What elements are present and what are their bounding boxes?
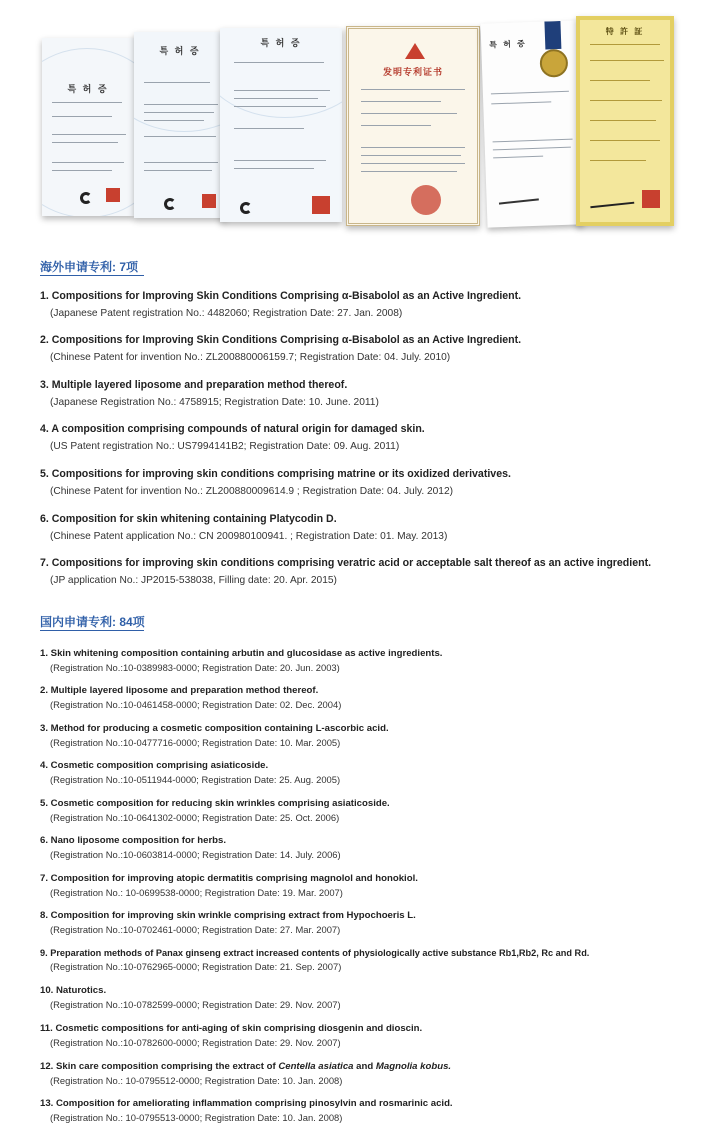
heading-underline: [40, 630, 144, 631]
certificate-title: 특 허 증: [489, 39, 527, 50]
item-detail: (Registration No.: 10-0699538-0000; Registration Date: 19. Mar. 2007): [50, 887, 343, 898]
certificate-title: 特 許 証: [605, 27, 645, 36]
item-title: 6. Nano liposome composition for herbs.: [40, 835, 227, 846]
overseas-heading: 海外申请专利: 7项: [40, 260, 139, 274]
list-item: [40, 1061, 451, 1086]
certificate-image: [134, 32, 226, 218]
item-detail: (Registration No.:10-0511944-0000; Registration Date: 25. Aug. 2005): [50, 774, 341, 785]
item-detail: (Registration No.:10-0702461-0000; Registration Date: 27. Mar. 2007): [50, 924, 341, 935]
item-title: 7. Compositions for improving skin conditions comprising veratric acid or acceptable salt thereof as an active ingredient.: [40, 557, 652, 569]
domestic-heading: 国内申请专利: 84项: [40, 615, 145, 629]
item-detail: (Registration No.:10-0461458-0000; Registration Date: 02. Dec. 2004): [50, 699, 342, 710]
certificate-gallery: [40, 10, 680, 235]
title-text: and: [353, 1061, 376, 1072]
item-title: 10. Naturotics.: [40, 985, 107, 996]
list-item: [40, 760, 340, 785]
list-item: [40, 723, 389, 748]
item-detail: (Chinese Patent for invention No.: ZL200880009614.9 ; Registration Date: 04. July. 2012): [50, 486, 454, 497]
list-item: [40, 948, 589, 972]
certificate-image: [346, 26, 480, 226]
heading-underline: [40, 275, 144, 276]
item-detail: (Registration No.:10-0782600-0000; Registration Date: 29. Nov. 2007): [50, 1037, 341, 1048]
item-detail: (JP application No.: JP2015-538038, Filling date: 20. Apr. 2015): [50, 575, 337, 586]
list-item: [40, 685, 341, 710]
item-detail: (Registration No.:10-0762965-0000; Registration Date: 21. Sep. 2007): [50, 961, 342, 972]
list-item: [40, 835, 341, 860]
species-name: Magnolia kobus.: [375, 1061, 452, 1072]
item-detail: (Chinese Patent for invention No.: ZL200880006159.7; Registration Date: 04. July. 2010): [50, 352, 451, 363]
item-title: 1. Skin whitening composition containing arbutin and glucosidase as active ingredients.: [40, 648, 443, 659]
item-title: 3. Method for producing a cosmetic composition containing L-ascorbic acid.: [40, 723, 389, 734]
item-detail: (Registration No.:10-0389983-0000; Registration Date: 20. Jun. 2003): [50, 662, 340, 673]
item-title: 5. Compositions for improving skin conditions comprising matrine or its oxidized derivatives.: [40, 468, 511, 480]
list-item: [40, 290, 521, 319]
item-detail: (Japanese Patent registration No.: 4482060; Registration Date: 27. Jan. 2008): [50, 308, 403, 319]
item-title: 11. Cosmetic compositions for anti-aging of skin comprising diosgenin and dioscin.: [40, 1023, 423, 1034]
certificate-title: 특 허 증: [67, 84, 109, 94]
certificate-image: [480, 20, 583, 227]
item-title: 7. Composition for improving atopic dermatitis comprising magnolol and honokiol.: [40, 873, 418, 884]
item-detail: (Registration No.: 10-0795513-0000; Registration Date: 10. Jan. 2008): [50, 1112, 343, 1123]
species-name: Centella asiatica: [278, 1061, 354, 1072]
item-title: 2. Compositions for Improving Skin Conditions Comprising α-Bisabolol as an Active Ingredient.: [40, 334, 522, 346]
item-title: 4. A composition comprising compounds of natural origin for damaged skin.: [40, 423, 425, 435]
item-title: 8. Composition for improving skin wrinkle comprising extract from Hypochoeris L.: [40, 910, 416, 921]
list-item: [40, 1098, 453, 1123]
certificate-image: [220, 28, 342, 222]
list-item: [40, 873, 418, 898]
item-title: 5. Cosmetic composition for reducing skin wrinkles comprising asiaticoside.: [40, 798, 390, 809]
list-item: [40, 1023, 422, 1048]
item-detail: (Japanese Registration No.: 4758915; Registration Date: 10. June. 2011): [50, 397, 379, 408]
item-detail: (Registration No.: 10-0795512-0000; Registration Date: 10. Jan. 2008): [50, 1075, 343, 1086]
item-title: 13. Composition for ameliorating inflammation comprising pinosylvin and rosmarinic acid.: [40, 1098, 453, 1109]
certificate-image: [42, 38, 134, 216]
item-title: 9. Preparation methods of Panax ginseng extract increased contents of physiologically active substance Rb1,Rb2, Rc and Rd.: [40, 948, 590, 958]
item-detail: (US Patent registration No.: US7994141B2; Registration Date: 09. Aug. 2011): [50, 441, 400, 452]
certificate-title: 특 허 증: [159, 46, 201, 56]
list-item: [40, 334, 521, 363]
certificate-image: [576, 16, 674, 226]
item-detail: (Registration No.:10-0477716-0000; Registration Date: 10. Mar. 2005): [50, 737, 341, 748]
item-title: 6. Composition for skin whitening containing Platycodin D.: [40, 513, 337, 525]
item-title: [40, 1061, 451, 1072]
list-item: [40, 910, 416, 935]
list-item: [40, 798, 390, 823]
certificate-title: 发明专利证书: [382, 67, 443, 77]
item-title: 2. Multiple layered liposome and preparation method thereof.: [40, 685, 319, 696]
list-item: [40, 513, 447, 542]
title-text: 12. Skin care composition comprising the extract of: [40, 1061, 279, 1072]
certificate-title: 특 허 증: [260, 38, 302, 48]
list-item: [40, 985, 341, 1010]
item-title: 3. Multiple layered liposome and preparation method thereof.: [40, 379, 348, 391]
list-item: [40, 423, 425, 452]
list-item: [40, 379, 379, 408]
list-item: [40, 557, 651, 586]
list-item: [40, 468, 511, 497]
item-title: 1. Compositions for Improving Skin Conditions Comprising α-Bisabolol as an Active Ingredient.: [40, 290, 522, 302]
item-detail: (Registration No.:10-0641302-0000; Registration Date: 25. Oct. 2006): [50, 812, 340, 823]
list-item: [40, 648, 442, 673]
item-title: 4. Cosmetic composition comprising asiaticoside.: [40, 760, 269, 771]
item-detail: (Registration No.:10-0782599-0000; Registration Date: 29. Nov. 2007): [50, 999, 341, 1010]
item-detail: (Registration No.:10-0603814-0000; Registration Date: 14. July. 2006): [50, 849, 341, 860]
item-detail: (Chinese Patent application No.: CN 200980100941. ; Registration Date: 01. May. 2013): [50, 531, 448, 542]
